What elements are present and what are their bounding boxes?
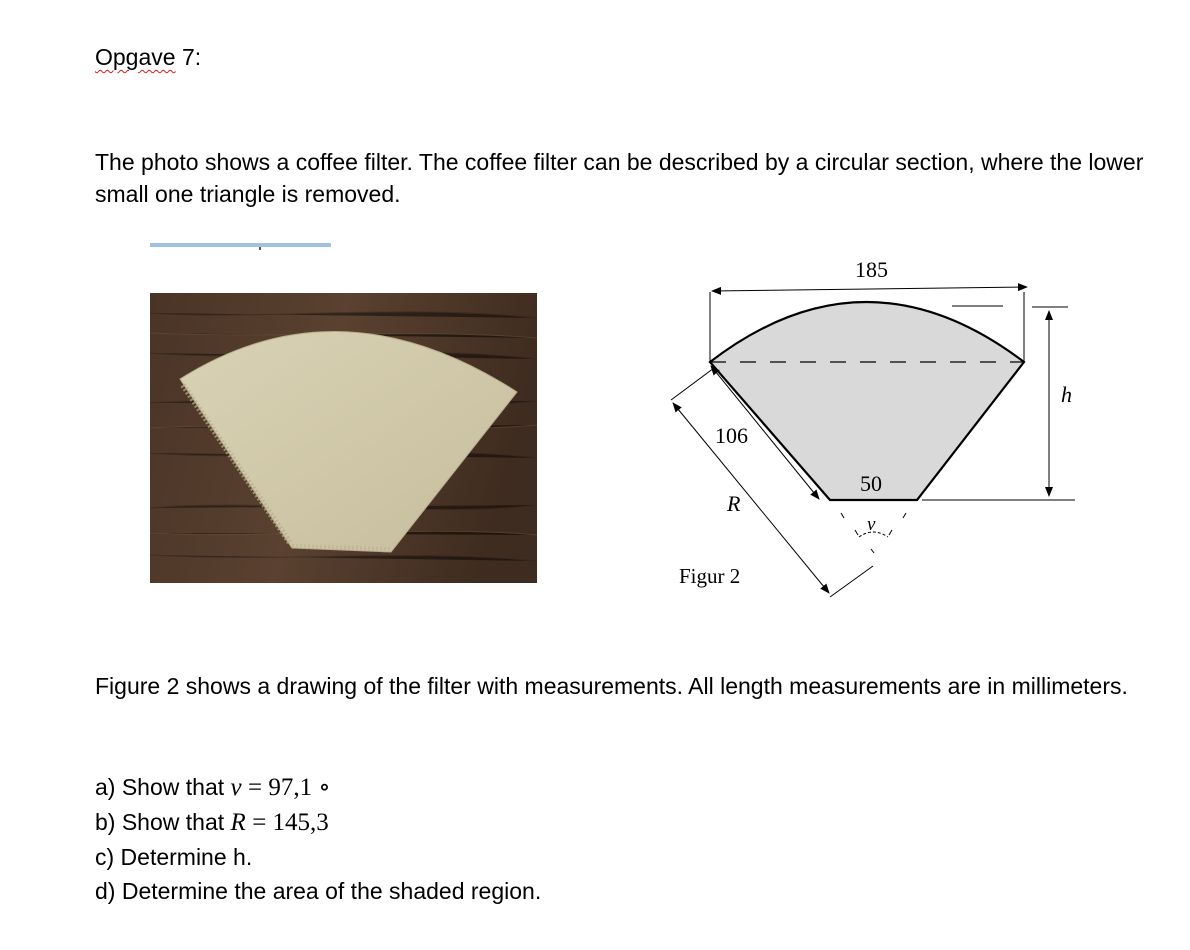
task-heading-number: 7: [181,44,202,70]
question-a [95,770,541,805]
radius-label: R [727,491,741,516]
task-heading-word: Opgave [95,44,176,70]
height-label: h [1061,382,1072,407]
question-b [95,805,541,840]
question-a-variable: v [230,774,242,801]
figure-caption: Figur 2 [679,564,741,588]
question-c: c) Determine h. [95,844,253,870]
question-list [95,770,541,908]
question-a-value: = 97,1 ∘ [248,774,331,801]
top-width-label: 185 [855,257,888,282]
measurements-paragraph: Figure 2 shows a drawing of the filter with measurements. All length measurements are in millimeters. [95,673,1128,699]
intro-paragraph: The photo shows a coffee filter. The coffee filter can be described by a circular section, where the lower small one triangle is removed. [95,149,1144,207]
filter-diagram [660,250,1090,610]
question-d: d) Determine the area of the shaded region. [95,878,542,904]
question-a-text: a) Show that [95,774,231,800]
bottom-width-label: 50 [860,471,882,496]
coffee-filter-photo [150,293,537,583]
task-heading [95,44,201,71]
slant-side-label: 106 [715,423,748,448]
question-b-variable: R [230,809,246,836]
question-b-text: b) Show that [95,809,231,835]
blue-rule-divider [150,243,331,247]
angle-label: v [867,514,876,535]
question-b-value: = 145,3 [252,809,329,836]
top-width-dimension [712,287,1027,291]
